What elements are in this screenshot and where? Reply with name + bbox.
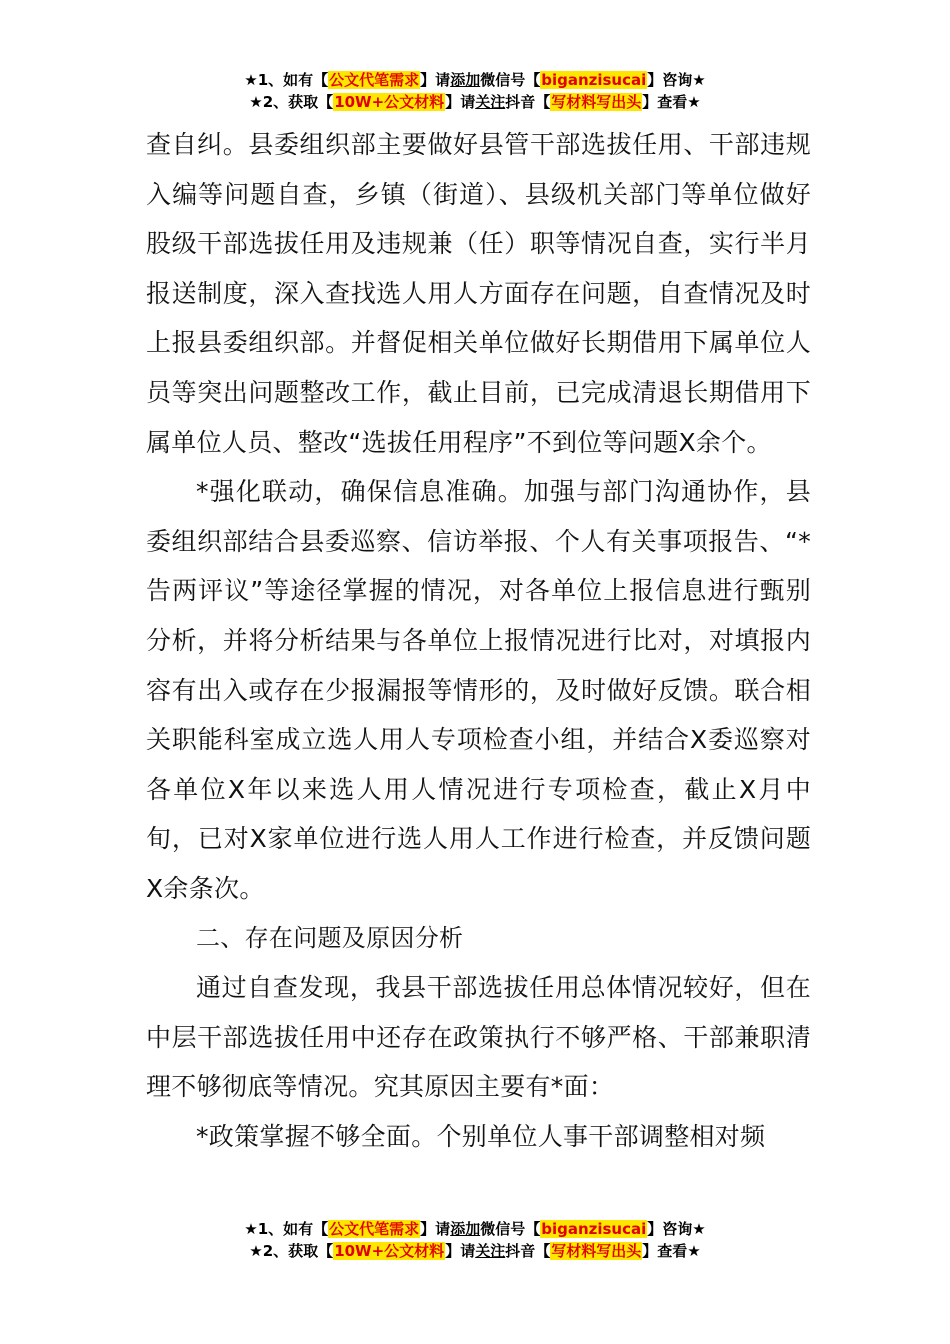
- promo-text: 】咨询★: [647, 1220, 706, 1238]
- promo-underlined: 添加: [450, 1220, 481, 1238]
- paragraph-continuation: 查自纠。县委组织部主要做好县管干部选拔任用、干部违规入编等问题自查，乡镇（街道）、县级机关部门等单位做好股级干部选拔任用及违规兼（任）职等情况自查，实行半月报送制度，深入查找选人用人方面存在问题，自查情况及时上报县委组织部。并督促相关单位做好长期借用下属单位人员等突出问题整改工作，截止目前，已完成清退长期借用下属单位人员、整改“选拔任用程序”不到位等问题X余个。: [146, 130, 811, 457]
- promo-text: 】查看★: [642, 93, 701, 111]
- promo-text: 】查看★: [642, 1242, 701, 1260]
- promo-underlined: 添加: [450, 71, 481, 89]
- promo-text: 】请: [445, 1242, 476, 1260]
- promo-highlight: 公文代笔需求: [329, 1220, 420, 1238]
- promo-highlight: biganzisucai: [541, 71, 647, 89]
- promo-highlight: 写材料写出头: [551, 93, 642, 111]
- promo-text: ★1、如有【: [244, 71, 329, 89]
- promo-text: 抖音【: [505, 1242, 551, 1260]
- paragraph-linkage: *强化联动，确保信息准确。加强与部门沟通协作，县委组织部结合县委巡察、信访举报、个人有关事项报告、“*告两评议”等途径掌握的情况，对各单位上报信息进行甄别分析，并将分析结果与各单位上报情况进行比对，对填报内容有出入或存在少报漏报等情形的，及时做好反馈。联合相关职能科室成立选人用人专项检查小组，并结合X委巡察对各单位X年以来选人用人情况进行专项检查，截止X月中旬，已对X家单位进行选人用人工作进行检查，并反馈问题X余条次。: [146, 477, 811, 903]
- promo-text: 】请: [420, 71, 451, 89]
- promo-highlight: biganzisucai: [541, 1220, 647, 1238]
- promo-text: 抖音【: [505, 93, 551, 111]
- promo-text: 】咨询★: [647, 71, 706, 89]
- bottom-promo-banner: [0, 1218, 950, 1262]
- promo-text: ★2、获取【: [249, 93, 334, 111]
- promo-line-1: [0, 1218, 950, 1240]
- promo-highlight: 写材料写出头: [551, 1242, 642, 1260]
- promo-highlight: 10W+公文材料: [334, 1242, 445, 1260]
- paragraph-findings: 通过自查发现，我县干部选拔任用总体情况较好，但在中层干部选拔任用中还存在政策执行不够严格、干部兼职清理不够彻底等情况。究其原因主要有*面：: [146, 973, 811, 1102]
- promo-line-2: [0, 91, 950, 113]
- promo-line-2: [0, 1240, 950, 1262]
- promo-text: ★1、如有【: [244, 1220, 329, 1238]
- promo-text: ★2、获取【: [249, 1242, 334, 1260]
- promo-highlight: 公文代笔需求: [329, 71, 420, 89]
- promo-highlight: 10W+公文材料: [334, 93, 445, 111]
- section-heading: 二、存在问题及原因分析: [196, 923, 464, 952]
- promo-text: 】请: [420, 1220, 451, 1238]
- promo-underlined: 关注: [475, 1242, 506, 1260]
- document-body: [146, 120, 811, 1161]
- promo-text: 微信号【: [480, 1220, 541, 1238]
- promo-text: 】请: [445, 93, 476, 111]
- promo-text: 微信号【: [480, 71, 541, 89]
- promo-underlined: 关注: [475, 93, 506, 111]
- paragraph-policy: *政策掌握不够全面。个别单位人事干部调整相对频: [196, 1121, 766, 1151]
- promo-line-1: [0, 69, 950, 91]
- top-promo-banner: [0, 69, 950, 113]
